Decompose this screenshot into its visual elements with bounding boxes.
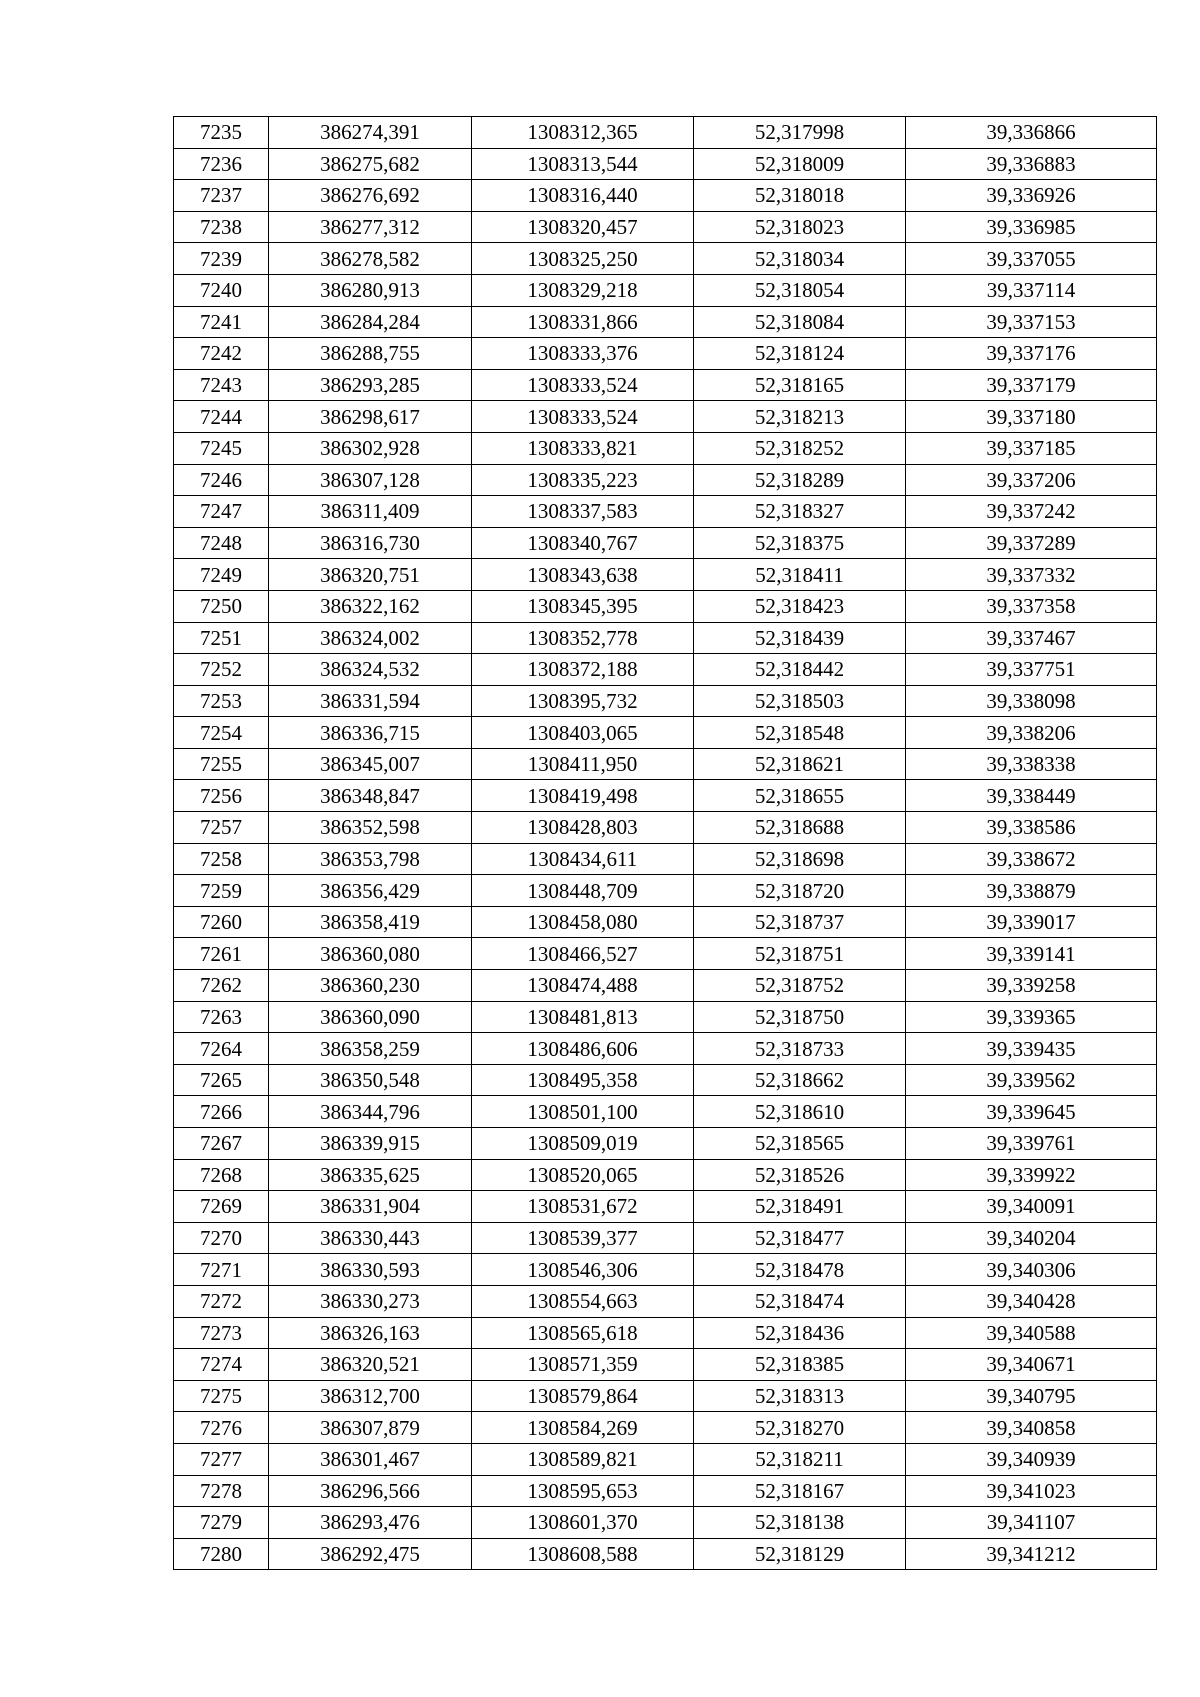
latitude-cell: 52,318720 xyxy=(694,875,906,907)
longitude-cell: 39,337153 xyxy=(906,306,1157,338)
table-row xyxy=(174,1443,1157,1475)
x-coordinate-cell: 386352,598 xyxy=(269,812,472,844)
x-coordinate-cell: 386344,796 xyxy=(269,1096,472,1128)
longitude-cell: 39,340939 xyxy=(906,1443,1157,1475)
longitude-cell: 39,336926 xyxy=(906,180,1157,212)
table-row xyxy=(174,1412,1157,1444)
longitude-cell: 39,339922 xyxy=(906,1159,1157,1191)
longitude-cell: 39,339435 xyxy=(906,1033,1157,1065)
x-coordinate-cell: 386345,007 xyxy=(269,748,472,780)
longitude-cell: 39,339365 xyxy=(906,1001,1157,1033)
longitude-cell: 39,336985 xyxy=(906,211,1157,243)
latitude-cell: 52,318423 xyxy=(694,590,906,622)
point-number-cell: 7260 xyxy=(174,906,269,938)
y-coordinate-cell: 1308403,065 xyxy=(472,717,694,749)
point-number-cell: 7266 xyxy=(174,1096,269,1128)
longitude-cell: 39,338098 xyxy=(906,685,1157,717)
latitude-cell: 52,318124 xyxy=(694,338,906,370)
latitude-cell: 52,318698 xyxy=(694,843,906,875)
longitude-cell: 39,336883 xyxy=(906,148,1157,180)
table-row xyxy=(174,1285,1157,1317)
latitude-cell: 52,317998 xyxy=(694,117,906,149)
x-coordinate-cell: 386330,443 xyxy=(269,1222,472,1254)
coordinates-table-body xyxy=(174,117,1157,1570)
table-row xyxy=(174,1159,1157,1191)
x-coordinate-cell: 386316,730 xyxy=(269,527,472,559)
longitude-cell: 39,339645 xyxy=(906,1096,1157,1128)
point-number-cell: 7268 xyxy=(174,1159,269,1191)
x-coordinate-cell: 386326,163 xyxy=(269,1317,472,1349)
point-number-cell: 7256 xyxy=(174,780,269,812)
point-number-cell: 7274 xyxy=(174,1349,269,1381)
point-number-cell: 7240 xyxy=(174,274,269,306)
latitude-cell: 52,318621 xyxy=(694,748,906,780)
point-number-cell: 7263 xyxy=(174,1001,269,1033)
x-coordinate-cell: 386356,429 xyxy=(269,875,472,907)
latitude-cell: 52,318084 xyxy=(694,306,906,338)
y-coordinate-cell: 1308481,813 xyxy=(472,1001,694,1033)
table-row xyxy=(174,338,1157,370)
latitude-cell: 52,318211 xyxy=(694,1443,906,1475)
latitude-cell: 52,318565 xyxy=(694,1128,906,1160)
latitude-cell: 52,318167 xyxy=(694,1475,906,1507)
table-row xyxy=(174,148,1157,180)
y-coordinate-cell: 1308333,524 xyxy=(472,369,694,401)
x-coordinate-cell: 386348,847 xyxy=(269,780,472,812)
y-coordinate-cell: 1308372,188 xyxy=(472,654,694,686)
longitude-cell: 39,337332 xyxy=(906,559,1157,591)
table-row xyxy=(174,1096,1157,1128)
point-number-cell: 7244 xyxy=(174,401,269,433)
table-row xyxy=(174,1475,1157,1507)
longitude-cell: 39,338879 xyxy=(906,875,1157,907)
point-number-cell: 7262 xyxy=(174,970,269,1002)
table-row xyxy=(174,369,1157,401)
y-coordinate-cell: 1308495,358 xyxy=(472,1064,694,1096)
x-coordinate-cell: 386278,582 xyxy=(269,243,472,275)
point-number-cell: 7242 xyxy=(174,338,269,370)
latitude-cell: 52,318491 xyxy=(694,1191,906,1223)
longitude-cell: 39,338206 xyxy=(906,717,1157,749)
x-coordinate-cell: 386358,259 xyxy=(269,1033,472,1065)
latitude-cell: 52,318478 xyxy=(694,1254,906,1286)
point-number-cell: 7272 xyxy=(174,1285,269,1317)
y-coordinate-cell: 1308352,778 xyxy=(472,622,694,654)
point-number-cell: 7249 xyxy=(174,559,269,591)
table-row xyxy=(174,211,1157,243)
latitude-cell: 52,318375 xyxy=(694,527,906,559)
longitude-cell: 39,337358 xyxy=(906,590,1157,622)
y-coordinate-cell: 1308313,544 xyxy=(472,148,694,180)
x-coordinate-cell: 386302,928 xyxy=(269,432,472,464)
point-number-cell: 7264 xyxy=(174,1033,269,1065)
point-number-cell: 7280 xyxy=(174,1538,269,1570)
y-coordinate-cell: 1308340,767 xyxy=(472,527,694,559)
table-row xyxy=(174,117,1157,149)
x-coordinate-cell: 386324,002 xyxy=(269,622,472,654)
y-coordinate-cell: 1308539,377 xyxy=(472,1222,694,1254)
latitude-cell: 52,318411 xyxy=(694,559,906,591)
longitude-cell: 39,337055 xyxy=(906,243,1157,275)
point-number-cell: 7275 xyxy=(174,1380,269,1412)
latitude-cell: 52,318655 xyxy=(694,780,906,812)
longitude-cell: 39,339258 xyxy=(906,970,1157,1002)
table-row xyxy=(174,748,1157,780)
latitude-cell: 52,318737 xyxy=(694,906,906,938)
y-coordinate-cell: 1308554,663 xyxy=(472,1285,694,1317)
table-row xyxy=(174,1254,1157,1286)
x-coordinate-cell: 386312,700 xyxy=(269,1380,472,1412)
y-coordinate-cell: 1308337,583 xyxy=(472,496,694,528)
longitude-cell: 39,339141 xyxy=(906,938,1157,970)
x-coordinate-cell: 386307,128 xyxy=(269,464,472,496)
latitude-cell: 52,318138 xyxy=(694,1507,906,1539)
longitude-cell: 39,341212 xyxy=(906,1538,1157,1570)
longitude-cell: 39,337206 xyxy=(906,464,1157,496)
longitude-cell: 39,340204 xyxy=(906,1222,1157,1254)
point-number-cell: 7254 xyxy=(174,717,269,749)
x-coordinate-cell: 386330,593 xyxy=(269,1254,472,1286)
x-coordinate-cell: 386288,755 xyxy=(269,338,472,370)
longitude-cell: 39,338672 xyxy=(906,843,1157,875)
latitude-cell: 52,318023 xyxy=(694,211,906,243)
table-row xyxy=(174,1349,1157,1381)
latitude-cell: 52,318165 xyxy=(694,369,906,401)
latitude-cell: 52,318477 xyxy=(694,1222,906,1254)
y-coordinate-cell: 1308316,440 xyxy=(472,180,694,212)
latitude-cell: 52,318213 xyxy=(694,401,906,433)
table-row xyxy=(174,559,1157,591)
y-coordinate-cell: 1308428,803 xyxy=(472,812,694,844)
point-number-cell: 7259 xyxy=(174,875,269,907)
latitude-cell: 52,318548 xyxy=(694,717,906,749)
table-row xyxy=(174,1507,1157,1539)
table-row xyxy=(174,906,1157,938)
x-coordinate-cell: 386311,409 xyxy=(269,496,472,528)
x-coordinate-cell: 386322,162 xyxy=(269,590,472,622)
x-coordinate-cell: 386360,090 xyxy=(269,1001,472,1033)
y-coordinate-cell: 1308466,527 xyxy=(472,938,694,970)
point-number-cell: 7278 xyxy=(174,1475,269,1507)
latitude-cell: 52,318526 xyxy=(694,1159,906,1191)
longitude-cell: 39,340588 xyxy=(906,1317,1157,1349)
y-coordinate-cell: 1308565,618 xyxy=(472,1317,694,1349)
longitude-cell: 39,341023 xyxy=(906,1475,1157,1507)
table-row xyxy=(174,464,1157,496)
longitude-cell: 39,337242 xyxy=(906,496,1157,528)
table-row xyxy=(174,717,1157,749)
point-number-cell: 7251 xyxy=(174,622,269,654)
latitude-cell: 52,318018 xyxy=(694,180,906,212)
x-coordinate-cell: 386284,284 xyxy=(269,306,472,338)
latitude-cell: 52,318474 xyxy=(694,1285,906,1317)
y-coordinate-cell: 1308579,864 xyxy=(472,1380,694,1412)
longitude-cell: 39,337176 xyxy=(906,338,1157,370)
longitude-cell: 39,337180 xyxy=(906,401,1157,433)
longitude-cell: 39,340858 xyxy=(906,1412,1157,1444)
x-coordinate-cell: 386280,913 xyxy=(269,274,472,306)
table-row xyxy=(174,685,1157,717)
table-row xyxy=(174,432,1157,464)
x-coordinate-cell: 386320,751 xyxy=(269,559,472,591)
table-row xyxy=(174,590,1157,622)
point-number-cell: 7271 xyxy=(174,1254,269,1286)
longitude-cell: 39,337114 xyxy=(906,274,1157,306)
coordinates-table xyxy=(173,116,1157,1570)
y-coordinate-cell: 1308333,821 xyxy=(472,432,694,464)
latitude-cell: 52,318054 xyxy=(694,274,906,306)
latitude-cell: 52,318442 xyxy=(694,654,906,686)
latitude-cell: 52,318688 xyxy=(694,812,906,844)
longitude-cell: 39,341107 xyxy=(906,1507,1157,1539)
point-number-cell: 7250 xyxy=(174,590,269,622)
y-coordinate-cell: 1308595,653 xyxy=(472,1475,694,1507)
table-row xyxy=(174,1317,1157,1349)
longitude-cell: 39,340306 xyxy=(906,1254,1157,1286)
x-coordinate-cell: 386339,915 xyxy=(269,1128,472,1160)
longitude-cell: 39,337179 xyxy=(906,369,1157,401)
latitude-cell: 52,318009 xyxy=(694,148,906,180)
table-row xyxy=(174,496,1157,528)
x-coordinate-cell: 386301,467 xyxy=(269,1443,472,1475)
table-row xyxy=(174,654,1157,686)
x-coordinate-cell: 386353,798 xyxy=(269,843,472,875)
latitude-cell: 52,318662 xyxy=(694,1064,906,1096)
longitude-cell: 39,340091 xyxy=(906,1191,1157,1223)
latitude-cell: 52,318270 xyxy=(694,1412,906,1444)
point-number-cell: 7243 xyxy=(174,369,269,401)
longitude-cell: 39,338449 xyxy=(906,780,1157,812)
table-row xyxy=(174,938,1157,970)
x-coordinate-cell: 386298,617 xyxy=(269,401,472,433)
x-coordinate-cell: 386307,879 xyxy=(269,1412,472,1444)
longitude-cell: 39,336866 xyxy=(906,117,1157,149)
x-coordinate-cell: 386335,625 xyxy=(269,1159,472,1191)
longitude-cell: 39,339562 xyxy=(906,1064,1157,1096)
point-number-cell: 7247 xyxy=(174,496,269,528)
point-number-cell: 7236 xyxy=(174,148,269,180)
y-coordinate-cell: 1308501,100 xyxy=(472,1096,694,1128)
table-row xyxy=(174,1380,1157,1412)
longitude-cell: 39,337751 xyxy=(906,654,1157,686)
x-coordinate-cell: 386292,475 xyxy=(269,1538,472,1570)
table-row xyxy=(174,274,1157,306)
y-coordinate-cell: 1308608,588 xyxy=(472,1538,694,1570)
x-coordinate-cell: 386320,521 xyxy=(269,1349,472,1381)
y-coordinate-cell: 1308520,065 xyxy=(472,1159,694,1191)
y-coordinate-cell: 1308325,250 xyxy=(472,243,694,275)
x-coordinate-cell: 386274,391 xyxy=(269,117,472,149)
point-number-cell: 7270 xyxy=(174,1222,269,1254)
y-coordinate-cell: 1308333,524 xyxy=(472,401,694,433)
y-coordinate-cell: 1308589,821 xyxy=(472,1443,694,1475)
longitude-cell: 39,339761 xyxy=(906,1128,1157,1160)
y-coordinate-cell: 1308331,866 xyxy=(472,306,694,338)
point-number-cell: 7265 xyxy=(174,1064,269,1096)
table-row xyxy=(174,843,1157,875)
x-coordinate-cell: 386330,273 xyxy=(269,1285,472,1317)
latitude-cell: 52,318751 xyxy=(694,938,906,970)
point-number-cell: 7261 xyxy=(174,938,269,970)
table-row xyxy=(174,1064,1157,1096)
y-coordinate-cell: 1308312,365 xyxy=(472,117,694,149)
x-coordinate-cell: 386324,532 xyxy=(269,654,472,686)
y-coordinate-cell: 1308320,457 xyxy=(472,211,694,243)
longitude-cell: 39,338586 xyxy=(906,812,1157,844)
longitude-cell: 39,339017 xyxy=(906,906,1157,938)
y-coordinate-cell: 1308335,223 xyxy=(472,464,694,496)
y-coordinate-cell: 1308584,269 xyxy=(472,1412,694,1444)
point-number-cell: 7273 xyxy=(174,1317,269,1349)
table-row xyxy=(174,401,1157,433)
y-coordinate-cell: 1308395,732 xyxy=(472,685,694,717)
latitude-cell: 52,318327 xyxy=(694,496,906,528)
point-number-cell: 7252 xyxy=(174,654,269,686)
latitude-cell: 52,318313 xyxy=(694,1380,906,1412)
y-coordinate-cell: 1308571,359 xyxy=(472,1349,694,1381)
table-row xyxy=(174,180,1157,212)
latitude-cell: 52,318436 xyxy=(694,1317,906,1349)
latitude-cell: 52,318252 xyxy=(694,432,906,464)
y-coordinate-cell: 1308601,370 xyxy=(472,1507,694,1539)
point-number-cell: 7255 xyxy=(174,748,269,780)
latitude-cell: 52,318129 xyxy=(694,1538,906,1570)
table-row xyxy=(174,812,1157,844)
point-number-cell: 7248 xyxy=(174,527,269,559)
table-row xyxy=(174,1001,1157,1033)
table-row xyxy=(174,875,1157,907)
table-row xyxy=(174,970,1157,1002)
y-coordinate-cell: 1308448,709 xyxy=(472,875,694,907)
y-coordinate-cell: 1308458,080 xyxy=(472,906,694,938)
longitude-cell: 39,337467 xyxy=(906,622,1157,654)
point-number-cell: 7238 xyxy=(174,211,269,243)
point-number-cell: 7269 xyxy=(174,1191,269,1223)
point-number-cell: 7267 xyxy=(174,1128,269,1160)
y-coordinate-cell: 1308486,606 xyxy=(472,1033,694,1065)
table-row xyxy=(174,1538,1157,1570)
x-coordinate-cell: 386293,285 xyxy=(269,369,472,401)
latitude-cell: 52,318385 xyxy=(694,1349,906,1381)
y-coordinate-cell: 1308419,498 xyxy=(472,780,694,812)
x-coordinate-cell: 386277,312 xyxy=(269,211,472,243)
y-coordinate-cell: 1308411,950 xyxy=(472,748,694,780)
latitude-cell: 52,318034 xyxy=(694,243,906,275)
latitude-cell: 52,318439 xyxy=(694,622,906,654)
point-number-cell: 7237 xyxy=(174,180,269,212)
point-number-cell: 7245 xyxy=(174,432,269,464)
y-coordinate-cell: 1308509,019 xyxy=(472,1128,694,1160)
x-coordinate-cell: 386331,904 xyxy=(269,1191,472,1223)
latitude-cell: 52,318733 xyxy=(694,1033,906,1065)
point-number-cell: 7276 xyxy=(174,1412,269,1444)
latitude-cell: 52,318750 xyxy=(694,1001,906,1033)
table-row xyxy=(174,243,1157,275)
x-coordinate-cell: 386336,715 xyxy=(269,717,472,749)
x-coordinate-cell: 386296,566 xyxy=(269,1475,472,1507)
table-row xyxy=(174,780,1157,812)
longitude-cell: 39,340671 xyxy=(906,1349,1157,1381)
x-coordinate-cell: 386360,080 xyxy=(269,938,472,970)
latitude-cell: 52,318610 xyxy=(694,1096,906,1128)
longitude-cell: 39,340428 xyxy=(906,1285,1157,1317)
table-row xyxy=(174,1033,1157,1065)
x-coordinate-cell: 386331,594 xyxy=(269,685,472,717)
longitude-cell: 39,337289 xyxy=(906,527,1157,559)
latitude-cell: 52,318752 xyxy=(694,970,906,1002)
latitude-cell: 52,318503 xyxy=(694,685,906,717)
table-row xyxy=(174,622,1157,654)
table-row xyxy=(174,306,1157,338)
longitude-cell: 39,337185 xyxy=(906,432,1157,464)
point-number-cell: 7253 xyxy=(174,685,269,717)
y-coordinate-cell: 1308329,218 xyxy=(472,274,694,306)
x-coordinate-cell: 386293,476 xyxy=(269,1507,472,1539)
x-coordinate-cell: 386275,682 xyxy=(269,148,472,180)
y-coordinate-cell: 1308434,611 xyxy=(472,843,694,875)
x-coordinate-cell: 386350,548 xyxy=(269,1064,472,1096)
x-coordinate-cell: 386360,230 xyxy=(269,970,472,1002)
point-number-cell: 7241 xyxy=(174,306,269,338)
longitude-cell: 39,338338 xyxy=(906,748,1157,780)
y-coordinate-cell: 1308474,488 xyxy=(472,970,694,1002)
point-number-cell: 7258 xyxy=(174,843,269,875)
table-row xyxy=(174,527,1157,559)
y-coordinate-cell: 1308546,306 xyxy=(472,1254,694,1286)
longitude-cell: 39,340795 xyxy=(906,1380,1157,1412)
point-number-cell: 7239 xyxy=(174,243,269,275)
table-row xyxy=(174,1191,1157,1223)
y-coordinate-cell: 1308333,376 xyxy=(472,338,694,370)
point-number-cell: 7279 xyxy=(174,1507,269,1539)
point-number-cell: 7246 xyxy=(174,464,269,496)
table-row xyxy=(174,1222,1157,1254)
y-coordinate-cell: 1308531,672 xyxy=(472,1191,694,1223)
table-row xyxy=(174,1128,1157,1160)
point-number-cell: 7257 xyxy=(174,812,269,844)
y-coordinate-cell: 1308345,395 xyxy=(472,590,694,622)
y-coordinate-cell: 1308343,638 xyxy=(472,559,694,591)
x-coordinate-cell: 386358,419 xyxy=(269,906,472,938)
point-number-cell: 7277 xyxy=(174,1443,269,1475)
latitude-cell: 52,318289 xyxy=(694,464,906,496)
point-number-cell: 7235 xyxy=(174,117,269,149)
x-coordinate-cell: 386276,692 xyxy=(269,180,472,212)
